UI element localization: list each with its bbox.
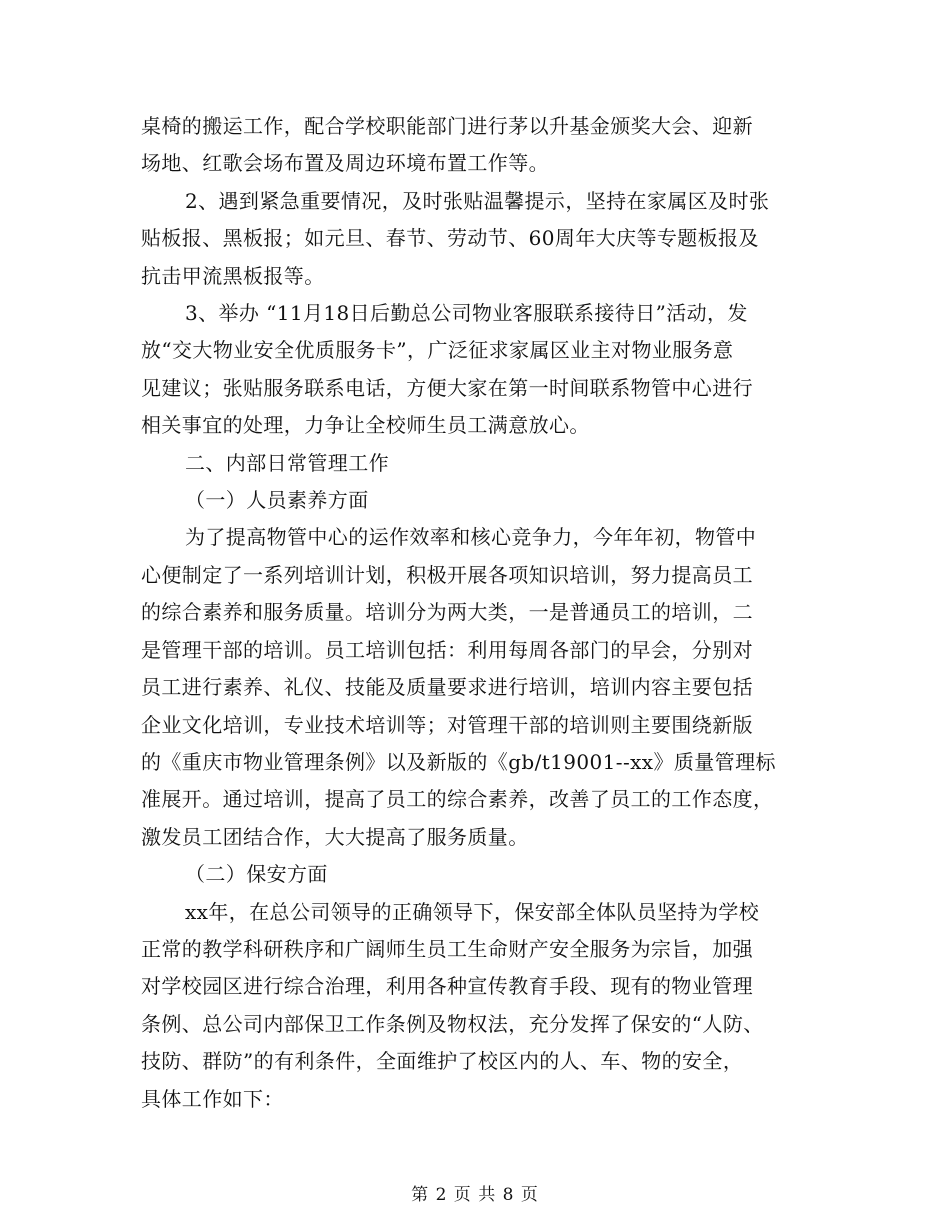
text-line: 激发员工团结合作，大大提高了服务质量。 bbox=[141, 824, 529, 849]
text-line: xx年，在总公司领导的正确领导下，保安部全体队员坚持为学校 bbox=[185, 899, 760, 924]
text-line: 具体工作如下： bbox=[141, 1086, 284, 1111]
text-line: 场地、红歌会场布置及周边环境布置工作等。 bbox=[141, 151, 549, 176]
text-line: 是管理干部的培训。员工培训包括：利用每周各部门的早会，分别对 bbox=[141, 637, 753, 662]
page-footer bbox=[0, 1180, 950, 1205]
text-line: 企业文化培训，专业技术培训等；对管理干部的培训则主要围绕新版 bbox=[141, 712, 753, 737]
text-line: 准展开。通过培训，提高了员工的综合素养，改善了员工的工作态度， bbox=[141, 787, 774, 812]
text-line: 的综合素养和服务质量。培训分为两大类，一是普通员工的培训，二 bbox=[141, 600, 753, 625]
text-line: （一）人员素养方面 bbox=[185, 488, 369, 513]
text-line: 二、内部日常管理工作 bbox=[185, 450, 389, 475]
text-line: 放“交大物业安全优质服务卡”，广泛征求家属区业主对物业服务意 bbox=[141, 338, 734, 363]
text-line: 的《重庆市物业管理条例》以及新版的《gb/t19001--xx》质量管理标 bbox=[141, 749, 776, 774]
text-line: 对学校园区进行综合治理，利用各种宣传教育手段、现有的物业管理 bbox=[141, 974, 753, 999]
text-line: 2、遇到紧急重要情况，及时张贴温馨提示，坚持在家属区及时张 bbox=[185, 188, 770, 213]
text-line: 为了提高物管中心的运作效率和核心竞争力，今年年初，物管中 bbox=[185, 525, 757, 550]
text-line: 贴板报、黑板报；如元旦、春节、劳动节、60周年大庆等专题板报及 bbox=[141, 226, 759, 251]
document-body bbox=[141, 108, 816, 1118]
text-line: 抗击甲流黑板报等。 bbox=[141, 263, 325, 288]
text-line: 见建议；张贴服务联系电话，方便大家在第一时间联系物管中心进行 bbox=[141, 375, 753, 400]
text-line: 员工进行素养、礼仪、技能及质量要求进行培训，培训内容主要包括 bbox=[141, 675, 753, 700]
page-number-text: 第 2 页 共 8 页 bbox=[411, 1185, 539, 1205]
text-line: 技防、群防”的有利条件，全面维护了校区内的人、车、物的安全， bbox=[141, 1049, 744, 1074]
text-line: 正常的教学科研秩序和广阔师生员工生命财产安全服务为宗旨，加强 bbox=[141, 936, 753, 961]
text-line: 条例、总公司内部保卫工作条例及物权法，充分发挥了保安的“人防、 bbox=[141, 1011, 764, 1036]
text-line: 3、举办 “11月18日后勤总公司物业客服联系接待日”活动，发 bbox=[185, 301, 748, 326]
text-line: 桌椅的搬运工作，配合学校职能部门进行茅以升基金颁奖大会、迎新 bbox=[141, 114, 753, 138]
text-line: 相关事宜的处理，力争让全校师生员工满意放心。 bbox=[141, 413, 590, 438]
text-line: （二）保安方面 bbox=[185, 862, 328, 887]
text-line: 心便制定了一系列培训计划，积极开展各项知识培训，努力提高员工 bbox=[141, 562, 753, 587]
